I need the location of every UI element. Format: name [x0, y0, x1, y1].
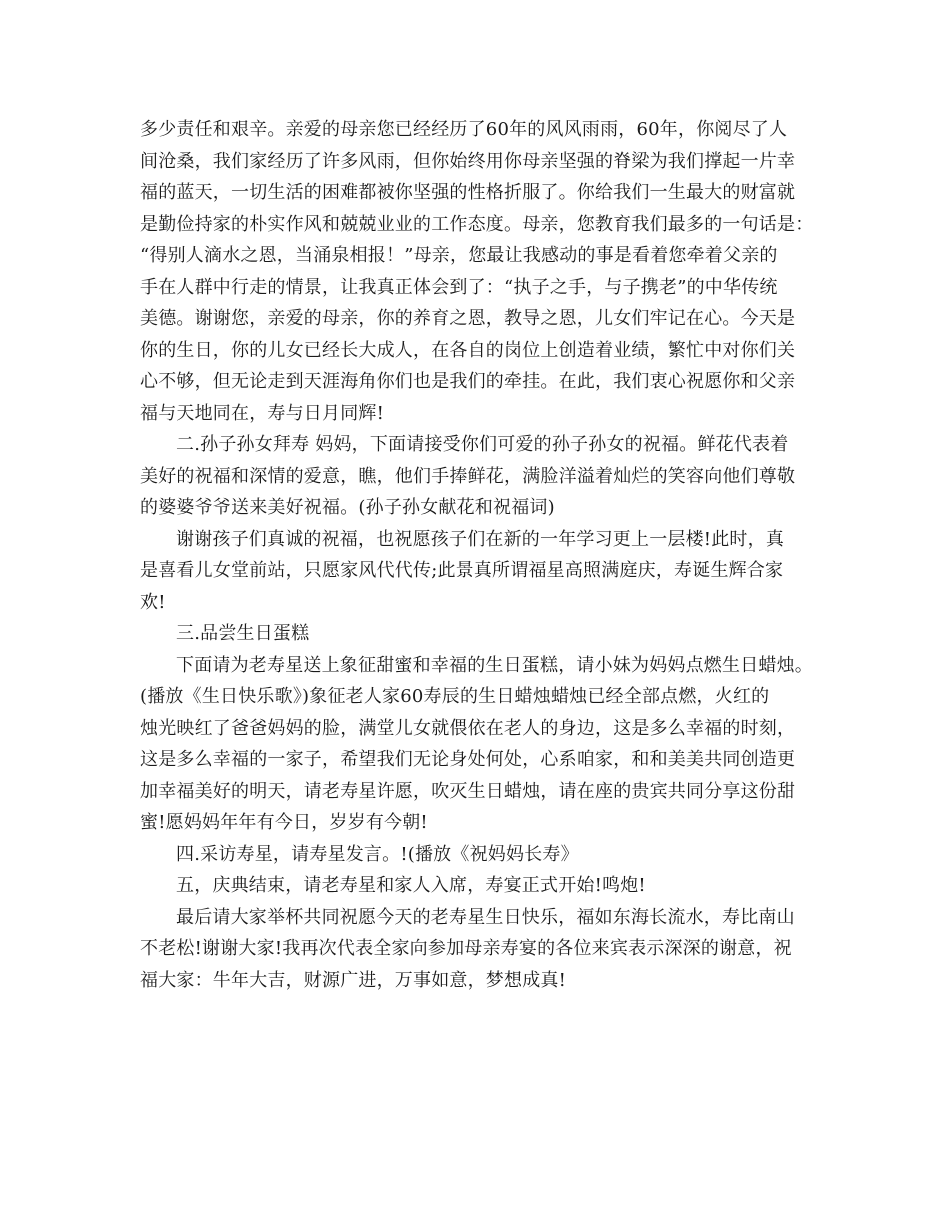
text-line: 美好的祝福和深情的爱意，瞧，他们手捧鲜花，满脸洋溢着灿烂的笑容向他们尊敬 — [140, 465, 796, 487]
paragraph-start: 下面请为老寿星送上象征甜蜜和幸福的生日蛋糕，请小妹为妈妈点燃生日蜡烛。 — [176, 654, 813, 676]
text-line: 蜜!愿妈妈年年有今日，岁岁有今朝! — [140, 812, 428, 833]
text-line: 是勤俭持家的朴实作风和兢兢业业的工作态度。母亲，您教育我们最多的一句话是： — [140, 213, 814, 235]
text-line: 不老松!谢谢大家!我再次代表全家向参加母亲寿宴的各位来宾表示深深的谢意，祝 — [140, 938, 792, 959]
text-line: 美德。谢谢您，亲爱的母亲，你的养育之恩，教导之恩，儿女们牢记在心。今天是 — [140, 308, 796, 329]
section-heading-3: 三.品尝生日蛋糕 — [176, 623, 310, 644]
section-heading-5: 五，庆典结束，请老寿星和家人入席，寿宴正式开始!鸣炮! — [176, 875, 646, 896]
text-line: 烛光映红了爸爸妈妈的脸，满堂儿女就偎依在老人的身边，这是多么幸福的时刻， — [140, 717, 796, 739]
text-line: 加幸福美好的明天，请老寿星许愿，吹灭生日蜡烛，请在座的贵宾共同分享这份甜 — [140, 780, 796, 802]
document-body — [140, 114, 840, 996]
text-line: 你的生日，你的儿女已经长大成人，在各自的岗位上创造着业绩，繁忙中对你们关 — [140, 339, 796, 361]
paragraph-start: 谢谢孩子们真诚的祝福，也祝愿孩子们在新的一年学习更上一层楼!此时，真 — [176, 528, 785, 550]
section-heading-4: 四.采访寿星，请寿星发言。!(播放《祝妈妈长寿》 — [176, 843, 579, 865]
text-line: 间沧桑，我们家经历了许多风雨，但你始终用你母亲坚强的脊梁为我们撑起一片幸 — [140, 150, 796, 172]
text-line: 福的蓝天，一切生活的困难都被你坚强的性格折服了。你给我们一生最大的财富就 — [140, 182, 796, 203]
text-line: “得别人滴水之恩，当涌泉相报！”母亲，您最让我感动的事是看着您牵着父亲的 — [140, 245, 778, 266]
text-line: 是喜看儿女堂前站，只愿家风代代传;此景真所谓福星高照满庭庆，寿诞生辉合家 — [140, 560, 784, 581]
text-line: 的婆婆爷爷送来美好祝福。(孙子孙女献花和祝福词) — [140, 497, 555, 518]
text-line: 福大家：牛年大吉，财源广进，万事如意，梦想成真! — [140, 969, 567, 991]
text-line: 这是多么幸福的一家子，希望我们无论身处何处，心系咱家，和和美美共同创造更 — [140, 749, 796, 770]
text-line: 欢! — [140, 591, 166, 613]
text-line: (播放《生日快乐歌》)象征老人家60寿辰的生日蜡烛蜡烛已经全部点燃，火红的 — [140, 686, 770, 707]
text-line: 福与天地同在，寿与日月同辉! — [140, 402, 385, 424]
text-line: 心不够，但无论走到天涯海角你们也是我们的牵挂。在此，我们衷心祝愿你和父亲 — [140, 371, 796, 392]
paragraph-start: 最后请大家举杯共同祝愿今天的老寿星生日快乐，福如东海长流水，寿比南山 — [176, 906, 795, 928]
text-line: 多少责任和艰辛。亲爱的母亲您已经经历了60年的风风雨雨，60年，你阅尽了人 — [140, 119, 788, 140]
section-heading-2: 二.孙子孙女拜寿 妈妈，下面请接受你们可爱的孙子孙女的祝福。鲜花代表着 — [176, 434, 789, 455]
text-line: 手在人群中行走的情景，让我真正体会到了：“执子之手，与子携老”的中华传统 — [140, 276, 778, 298]
